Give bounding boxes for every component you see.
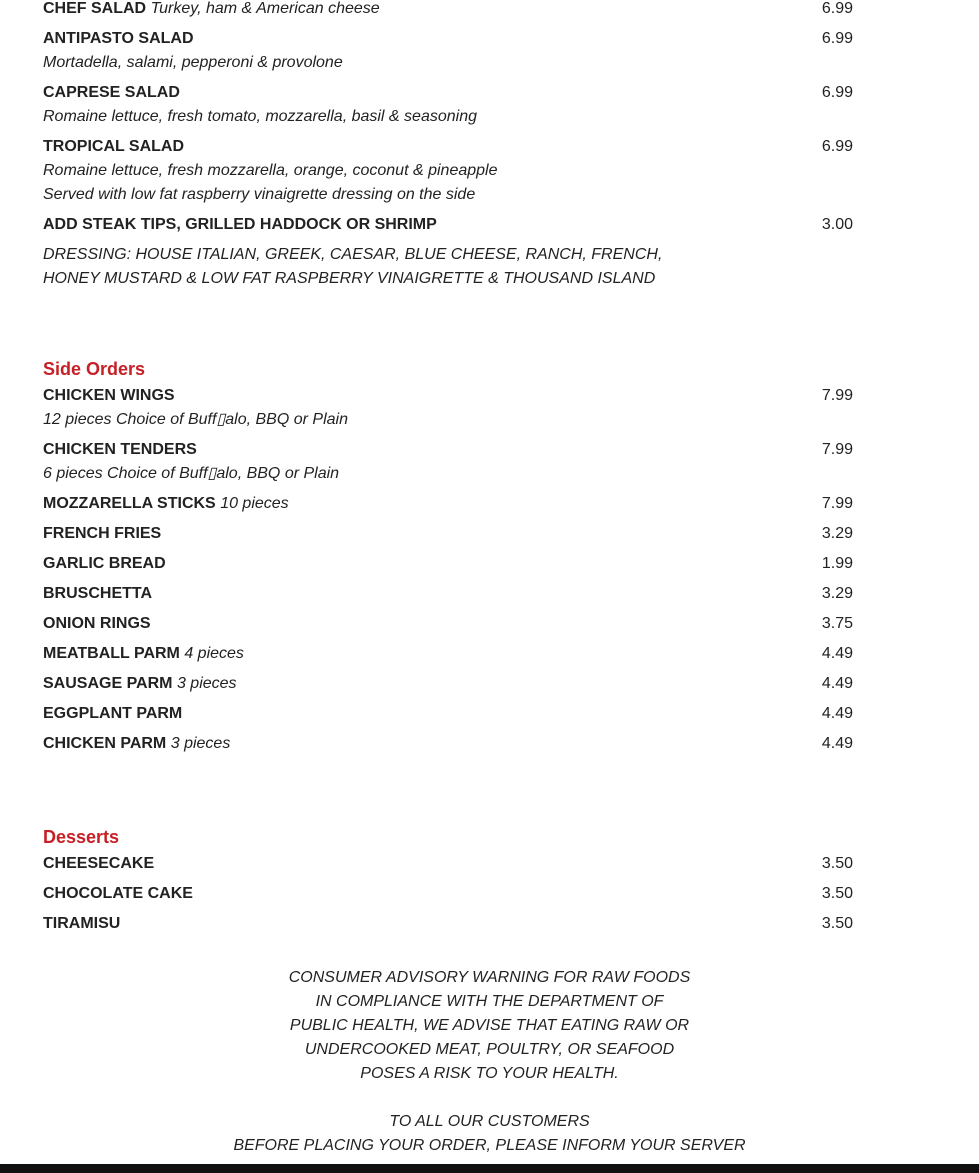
menu-item [43, 519, 853, 549]
item-desc: Mortadella, salami, pepperoni & provolone [43, 54, 343, 71]
menu-item [43, 909, 853, 939]
item-desc: Served with low fat raspberry vinaigrette dressing on the side [43, 186, 476, 203]
item-desc: 12 pieces Choice of Buff▯alo, BBQ or Plain [43, 411, 348, 428]
item-name: ADD STEAK TIPS, GRILLED HADDOCK OR SHRIMP [43, 216, 437, 233]
item-name: GARLIC BREAD [43, 555, 166, 572]
menu-item [43, 669, 853, 699]
item-name: ONION RINGS [43, 615, 151, 632]
item-price: 7.99 [821, 441, 853, 458]
menu-item [43, 699, 853, 729]
item-name: CHEESECAKE [43, 855, 155, 872]
item-price: 1.99 [821, 555, 853, 572]
item-inline-desc: 4 pieces [184, 645, 244, 662]
item-name: MEATBALL PARM [43, 645, 180, 662]
menu-item [43, 0, 853, 24]
item-price: 7.99 [821, 495, 853, 512]
item-name: CAPRESE SALAD [43, 84, 180, 101]
item-price: 3.50 [821, 885, 853, 902]
item-price: 3.75 [821, 615, 853, 632]
menu-item [43, 609, 853, 639]
item-price: 3.00 [821, 216, 853, 233]
customers-notice [0, 1110, 979, 1158]
item-name: CHICKEN PARM [43, 735, 167, 752]
item-name: CHICKEN WINGS [43, 387, 175, 404]
item-inline-desc: 10 pieces [220, 495, 289, 512]
item-name: TROPICAL SALAD [43, 138, 185, 155]
item-desc: 6 pieces Choice of Buff▯alo, BBQ or Plain [43, 465, 340, 482]
advisory-line: IN COMPLIANCE WITH THE DEPARTMENT OF [315, 993, 664, 1010]
advisory-line: CONSUMER ADVISORY WARNING FOR RAW FOODS [288, 969, 691, 986]
dressing-line: DRESSING: HOUSE ITALIAN, GREEK, CAESAR, BLUE CHEESE, RANCH, FRENCH, [43, 246, 663, 263]
menu-item [43, 132, 853, 210]
side-orders-section [43, 357, 853, 759]
item-inline-desc: Turkey, ham & American cheese [150, 0, 380, 17]
item-desc: Romaine lettuce, fresh mozzarella, orange, coconut & pineapple [43, 162, 498, 179]
item-name: EGGPLANT PARM [43, 705, 183, 722]
salads-list [43, 0, 853, 291]
item-name: ANTIPASTO SALAD [43, 30, 194, 47]
item-inline-desc: 3 pieces [170, 735, 231, 752]
item-name: FRENCH FRIES [43, 525, 162, 542]
dressing-line: HONEY MUSTARD & LOW FAT RASPBERRY VINAIGRETTE & THOUSAND ISLAND [43, 270, 656, 287]
notice-line: BEFORE PLACING YOUR ORDER, PLEASE INFORM YOUR SERVER [233, 1137, 746, 1154]
menu-item [43, 489, 853, 519]
item-price: 4.49 [821, 675, 853, 692]
item-name: CHOCOLATE CAKE [43, 885, 193, 902]
section-title: Side Orders [43, 359, 146, 379]
item-price: 4.49 [821, 645, 853, 662]
menu-item [43, 78, 853, 132]
item-price: 6.99 [821, 138, 853, 155]
advisory-line: POSES A RISK TO YOUR HEALTH. [360, 1065, 619, 1082]
menu-item [43, 381, 853, 435]
item-price: 7.99 [821, 387, 853, 404]
menu-item [43, 579, 853, 609]
menu-item [43, 729, 853, 759]
section-title: Desserts [43, 827, 120, 847]
item-price: 6.99 [821, 30, 853, 47]
item-desc: Romaine lettuce, fresh tomato, mozzarella, basil & seasoning [43, 108, 477, 125]
desserts-section [43, 825, 853, 939]
notice-line: TO ALL OUR CUSTOMERS [389, 1113, 590, 1130]
advisory-line: UNDERCOOKED MEAT, POULTRY, OR SEAFOOD [304, 1041, 675, 1058]
menu-item [43, 639, 853, 669]
item-price: 3.50 [821, 915, 853, 932]
item-name: BRUSCHETTA [43, 585, 153, 602]
item-name: CHEF SALAD [43, 0, 147, 17]
menu-item [43, 849, 853, 879]
menu-item [43, 210, 853, 240]
bottom-bar [0, 1164, 979, 1173]
item-price: 3.50 [821, 855, 853, 872]
menu-item [43, 549, 853, 579]
item-price: 3.29 [821, 585, 853, 602]
item-name: MOZZARELLA STICKS [43, 495, 216, 512]
menu-item [43, 879, 853, 909]
item-price: 3.29 [821, 525, 853, 542]
item-inline-desc: 3 pieces [176, 675, 237, 692]
menu-item [43, 435, 853, 489]
item-price: 4.49 [821, 735, 853, 752]
item-price: 6.99 [821, 0, 853, 17]
item-price: 4.49 [821, 705, 853, 722]
menu-item [43, 24, 853, 78]
consumer-advisory [0, 966, 979, 1086]
advisory-line: PUBLIC HEALTH, WE ADVISE THAT EATING RAW OR [289, 1017, 690, 1034]
item-name: CHICKEN TENDERS [43, 441, 197, 458]
item-name: TIRAMISU [43, 915, 121, 932]
item-name: SAUSAGE PARM [43, 675, 173, 692]
dressing-note [43, 240, 853, 291]
item-price: 6.99 [821, 84, 853, 101]
